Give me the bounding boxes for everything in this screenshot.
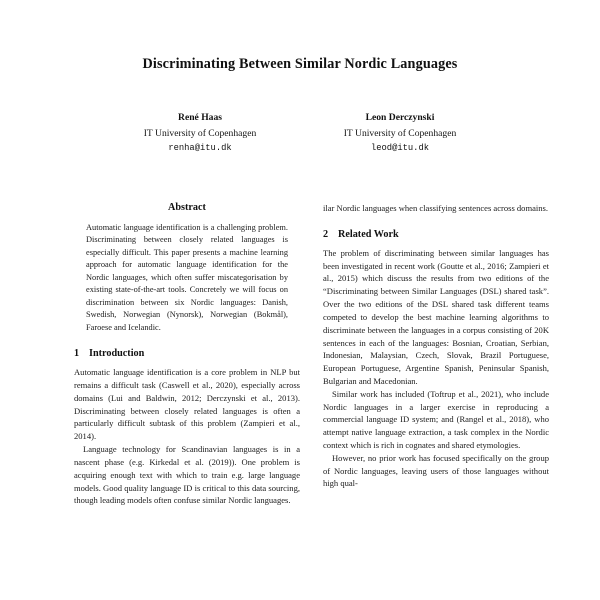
section-number: 1 [74, 348, 80, 360]
abstract-text: Automatic language identification is a challenging problem. Discriminating between closely related languages is especially difficult. This paper presents a machine learning approach for automatic language identification for the Nordic languages, which often suffer miscategorisation by existing state-of-the-art tools. Concretely we will focus on discrimination between six Nordic languages: Danish, Swedish, Norwegian (Nynorsk), Norwegian (Bokmål), Faroese and Icelandic. [86, 223, 288, 332]
paragraph: The problem of discriminating between similar languages has been investigated in recent work (Goutte et al., 2016; Zampieri et al., 2015) which discuss the results from two editions of the “Discriminating between Similar Languages (DSL) shared task”. Over the two editions of the DSL shared task different teams competed to develop the best machine learning algorithms to discriminate between the languages in a corpus consisting of 20K sentences in each of the languages: Bosnian, Croatian, Serbian, Indonesian, Malaysian, Czech, Slovak, Brazil Portuguese, European Portuguese, Argentine Spanish, Peninsular Spanish, Bulgarian and Macedonian. [323, 247, 549, 386]
author-name: Leon Derczynski [365, 112, 435, 124]
abstract-heading: Abstract [168, 202, 206, 213]
author-email[interactable]: leod@itu.dk [370, 143, 430, 154]
section-title: Introduction [89, 348, 145, 360]
author-name: René Haas [178, 112, 222, 124]
author-entry [300, 111, 500, 155]
paragraph: Language technology for Scandinavian languages is in a nascent phase (e.g. Kirkedal et al. (2019)). One problem is acquiring enough text with which to train e.g. large language models. Good quality language ID is critical to this data sourcing, though leading models often confuse similar Nordic languages. [74, 444, 300, 506]
paragraph: Similar work has included (Toftrup et al., 2021), who include Nordic languages in a larger exercise in reproducing a commercial language ID system; and (Rangel et al., 2018), who attempt native language extraction, a task complex in the Nordic context which is rich in cognates and shared etymologies. [323, 388, 549, 450]
section-title: Related Work [338, 228, 399, 240]
body-columns [0, 202, 600, 507]
author-entry [100, 111, 300, 155]
section-number: 2 [323, 228, 329, 240]
author-affiliation: IT University of Copenhagen [143, 127, 257, 139]
title-block [0, 0, 600, 73]
author-affiliation: IT University of Copenhagen [343, 127, 457, 139]
column-right [323, 202, 549, 507]
paragraph-continuation: ilar Nordic languages when classifying sentences across domains. [323, 203, 549, 213]
paragraph: However, no prior work has focused specifically on the group of Nordic languages, leaving users of those languages without high qual- [323, 452, 549, 489]
author-block [0, 111, 600, 155]
author-email[interactable]: renha@itu.dk [168, 143, 232, 154]
column-left [74, 202, 300, 507]
section-heading-introduction [74, 348, 300, 359]
section-heading-related-work [323, 229, 549, 240]
abstract-body [74, 222, 300, 334]
paragraph: Automatic language identification is a core problem in NLP but remains a difficult task (Caswell et al., 2020), especially across domains (Lui and Baldwin, 2012; Derczynski et al., 2013). Discriminating between closely related languages is often a particularly difficult subtask of this problem (Zampieri et al., 2014). [74, 367, 300, 442]
page-title: Discriminating Between Similar Nordic Languages [142, 56, 458, 72]
